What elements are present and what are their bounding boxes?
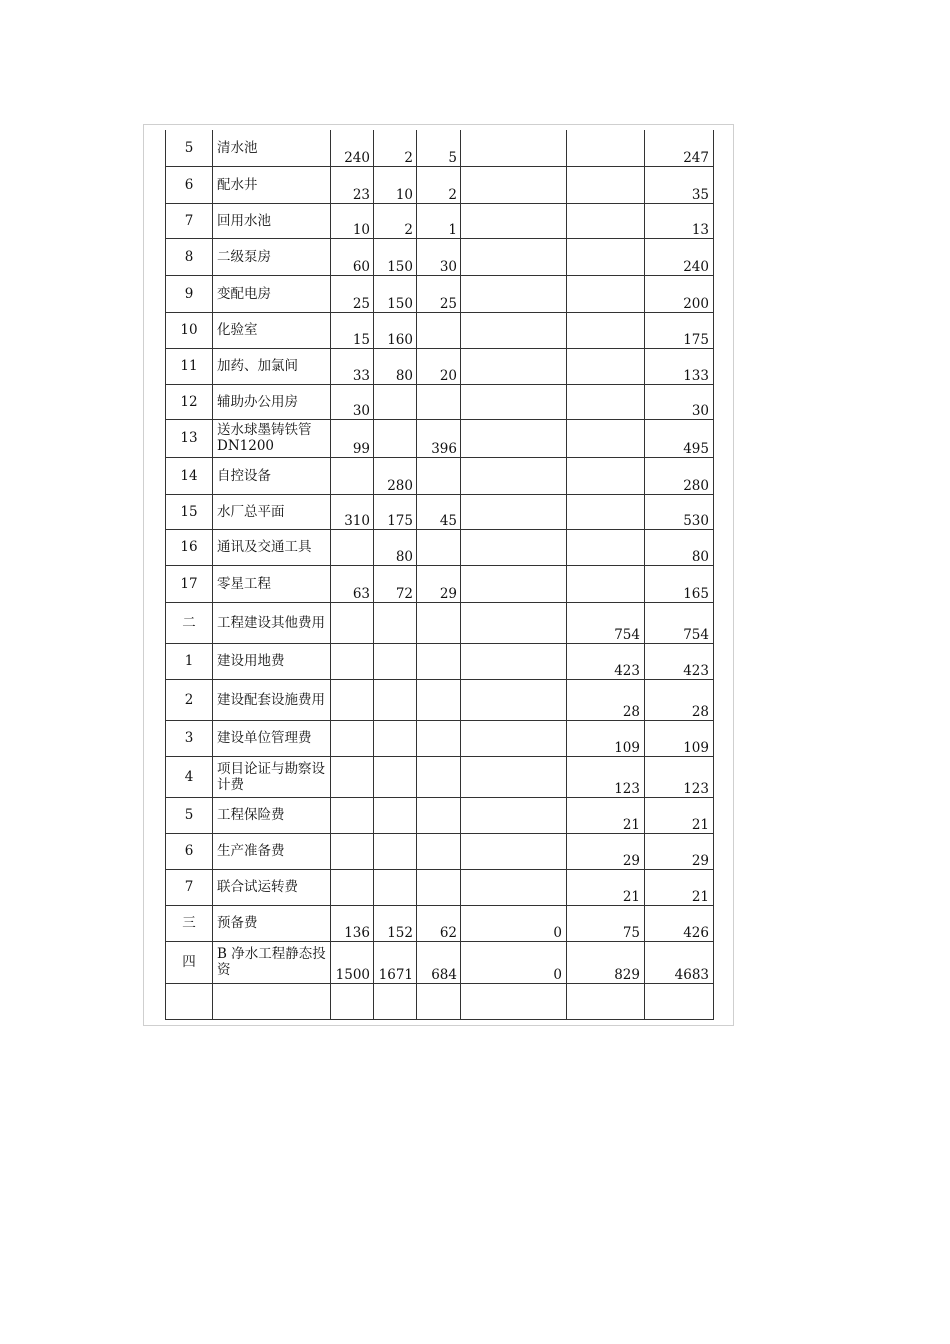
item-name: 零星工程 bbox=[213, 565, 331, 602]
row-index: 5 bbox=[166, 130, 213, 166]
row-index: 14 bbox=[166, 457, 213, 494]
cost-c6: 13 bbox=[645, 203, 714, 238]
cost-c2 bbox=[374, 756, 417, 797]
cost-c2 bbox=[374, 983, 417, 1019]
row-index: 9 bbox=[166, 275, 213, 312]
cost-c6: 28 bbox=[645, 679, 714, 720]
cost-c2: 1671 bbox=[374, 941, 417, 983]
cost-c4 bbox=[461, 869, 567, 905]
item-name: 回用水池 bbox=[213, 203, 331, 238]
row-index: 17 bbox=[166, 565, 213, 602]
investment-table bbox=[165, 130, 714, 1020]
table-row bbox=[166, 312, 714, 348]
cost-c5: 21 bbox=[567, 869, 645, 905]
cost-c6: 109 bbox=[645, 720, 714, 756]
cost-c1: 99 bbox=[331, 419, 374, 457]
cost-c3 bbox=[417, 602, 461, 643]
cost-c4 bbox=[461, 166, 567, 203]
cost-c2 bbox=[374, 419, 417, 457]
cost-c3 bbox=[417, 797, 461, 833]
cost-c1: 10 bbox=[331, 203, 374, 238]
table-row bbox=[166, 130, 714, 166]
cost-c5 bbox=[567, 166, 645, 203]
cost-c3: 25 bbox=[417, 275, 461, 312]
row-index: 四 bbox=[166, 941, 213, 983]
cost-c6: 754 bbox=[645, 602, 714, 643]
cost-c5 bbox=[567, 312, 645, 348]
cost-c3 bbox=[417, 833, 461, 869]
cost-c4 bbox=[461, 203, 567, 238]
cost-c6: 240 bbox=[645, 238, 714, 275]
cost-c5: 109 bbox=[567, 720, 645, 756]
table-row bbox=[166, 565, 714, 602]
cost-c2: 160 bbox=[374, 312, 417, 348]
table-row bbox=[166, 941, 714, 983]
cost-c3 bbox=[417, 643, 461, 679]
cost-c5 bbox=[567, 203, 645, 238]
item-name: B 净水工程静态投资 bbox=[213, 941, 331, 983]
cost-c4 bbox=[461, 720, 567, 756]
cost-c6: 423 bbox=[645, 643, 714, 679]
cost-c4 bbox=[461, 275, 567, 312]
row-index: 6 bbox=[166, 833, 213, 869]
table-body bbox=[166, 130, 714, 1019]
item-name: 联合试运转费 bbox=[213, 869, 331, 905]
table-row bbox=[166, 203, 714, 238]
cost-c5: 21 bbox=[567, 797, 645, 833]
cost-c2: 2 bbox=[374, 203, 417, 238]
cost-c3 bbox=[417, 983, 461, 1019]
cost-c6: 280 bbox=[645, 457, 714, 494]
table-row bbox=[166, 833, 714, 869]
cost-c2 bbox=[374, 869, 417, 905]
cost-c3: 30 bbox=[417, 238, 461, 275]
cost-c5: 829 bbox=[567, 941, 645, 983]
cost-c4: 0 bbox=[461, 905, 567, 941]
cost-c6: 133 bbox=[645, 348, 714, 384]
cost-c1: 33 bbox=[331, 348, 374, 384]
cost-c3: 45 bbox=[417, 494, 461, 529]
cost-c4 bbox=[461, 983, 567, 1019]
cost-c1 bbox=[331, 756, 374, 797]
cost-c2: 150 bbox=[374, 275, 417, 312]
cost-c5 bbox=[567, 494, 645, 529]
row-index: 7 bbox=[166, 869, 213, 905]
cost-c4 bbox=[461, 130, 567, 166]
cost-c2 bbox=[374, 797, 417, 833]
cost-c5 bbox=[567, 130, 645, 166]
cost-c2 bbox=[374, 720, 417, 756]
cost-c3: 396 bbox=[417, 419, 461, 457]
cost-c5 bbox=[567, 983, 645, 1019]
cost-c1 bbox=[331, 833, 374, 869]
row-index: 12 bbox=[166, 384, 213, 419]
cost-c4 bbox=[461, 565, 567, 602]
cost-c4 bbox=[461, 457, 567, 494]
cost-c2 bbox=[374, 643, 417, 679]
cost-c3: 1 bbox=[417, 203, 461, 238]
cost-c2: 80 bbox=[374, 529, 417, 565]
cost-c1: 310 bbox=[331, 494, 374, 529]
cost-c2: 72 bbox=[374, 565, 417, 602]
cost-c3 bbox=[417, 384, 461, 419]
cost-c6: 21 bbox=[645, 797, 714, 833]
table-row bbox=[166, 905, 714, 941]
cost-c2: 2 bbox=[374, 130, 417, 166]
row-index: 15 bbox=[166, 494, 213, 529]
item-name: 建设用地费 bbox=[213, 643, 331, 679]
cost-c4 bbox=[461, 643, 567, 679]
cost-c3 bbox=[417, 457, 461, 494]
cost-c6: 200 bbox=[645, 275, 714, 312]
row-index: 13 bbox=[166, 419, 213, 457]
item-name: 通讯及交通工具 bbox=[213, 529, 331, 565]
cost-c6: 4683 bbox=[645, 941, 714, 983]
cost-c6 bbox=[645, 983, 714, 1019]
cost-c6: 29 bbox=[645, 833, 714, 869]
cost-c1 bbox=[331, 720, 374, 756]
cost-c2 bbox=[374, 833, 417, 869]
item-name: 生产准备费 bbox=[213, 833, 331, 869]
cost-c2: 150 bbox=[374, 238, 417, 275]
cost-c1: 1500 bbox=[331, 941, 374, 983]
item-name: 变配电房 bbox=[213, 275, 331, 312]
cost-c3: 2 bbox=[417, 166, 461, 203]
item-name: 工程保险费 bbox=[213, 797, 331, 833]
item-name: 水厂总平面 bbox=[213, 494, 331, 529]
cost-c5: 423 bbox=[567, 643, 645, 679]
cost-c2: 280 bbox=[374, 457, 417, 494]
cost-c4 bbox=[461, 679, 567, 720]
cost-c5 bbox=[567, 348, 645, 384]
table-row bbox=[166, 166, 714, 203]
cost-c1: 63 bbox=[331, 565, 374, 602]
cost-c3: 20 bbox=[417, 348, 461, 384]
cost-c2 bbox=[374, 679, 417, 720]
row-index: 4 bbox=[166, 756, 213, 797]
cost-c1 bbox=[331, 797, 374, 833]
cost-c3 bbox=[417, 529, 461, 565]
cost-c4 bbox=[461, 312, 567, 348]
cost-c6: 495 bbox=[645, 419, 714, 457]
cost-c5 bbox=[567, 419, 645, 457]
cost-c3: 62 bbox=[417, 905, 461, 941]
row-index: 11 bbox=[166, 348, 213, 384]
cost-c3 bbox=[417, 312, 461, 348]
cost-c6: 165 bbox=[645, 565, 714, 602]
cost-c4 bbox=[461, 419, 567, 457]
cost-c1 bbox=[331, 983, 374, 1019]
item-name: 加药、加氯间 bbox=[213, 348, 331, 384]
item-name: 二级泵房 bbox=[213, 238, 331, 275]
cost-c5 bbox=[567, 275, 645, 312]
cost-c5: 754 bbox=[567, 602, 645, 643]
cost-c6: 80 bbox=[645, 529, 714, 565]
cost-c1 bbox=[331, 679, 374, 720]
cost-c1: 15 bbox=[331, 312, 374, 348]
cost-c2: 152 bbox=[374, 905, 417, 941]
cost-c1 bbox=[331, 457, 374, 494]
table-row bbox=[166, 238, 714, 275]
row-index bbox=[166, 983, 213, 1019]
cost-c5 bbox=[567, 384, 645, 419]
table-row bbox=[166, 457, 714, 494]
row-index: 10 bbox=[166, 312, 213, 348]
cost-c1: 30 bbox=[331, 384, 374, 419]
cost-c4 bbox=[461, 602, 567, 643]
table-row bbox=[166, 602, 714, 643]
table-row bbox=[166, 679, 714, 720]
cost-c3 bbox=[417, 869, 461, 905]
cost-c5: 123 bbox=[567, 756, 645, 797]
cost-c4 bbox=[461, 238, 567, 275]
row-index: 2 bbox=[166, 679, 213, 720]
cost-c1: 60 bbox=[331, 238, 374, 275]
item-name: 项目论证与勘察设计费 bbox=[213, 756, 331, 797]
item-name: 配水井 bbox=[213, 166, 331, 203]
cost-c1 bbox=[331, 869, 374, 905]
row-index: 7 bbox=[166, 203, 213, 238]
cost-c4 bbox=[461, 494, 567, 529]
cost-c6: 530 bbox=[645, 494, 714, 529]
cost-c3: 5 bbox=[417, 130, 461, 166]
cost-c1: 240 bbox=[331, 130, 374, 166]
cost-c1: 23 bbox=[331, 166, 374, 203]
cost-c3: 29 bbox=[417, 565, 461, 602]
cost-c5: 75 bbox=[567, 905, 645, 941]
cost-c1 bbox=[331, 529, 374, 565]
cost-c2 bbox=[374, 384, 417, 419]
cost-c6: 175 bbox=[645, 312, 714, 348]
table-row bbox=[166, 348, 714, 384]
cost-c4 bbox=[461, 529, 567, 565]
table-row bbox=[166, 384, 714, 419]
cost-c4 bbox=[461, 797, 567, 833]
item-name: 辅助办公用房 bbox=[213, 384, 331, 419]
cost-c1 bbox=[331, 602, 374, 643]
item-name: 清水池 bbox=[213, 130, 331, 166]
cost-c5 bbox=[567, 238, 645, 275]
cost-c4 bbox=[461, 348, 567, 384]
table-row bbox=[166, 494, 714, 529]
cost-c3 bbox=[417, 756, 461, 797]
item-name: 送水球墨铸铁管 DN1200 bbox=[213, 419, 331, 457]
row-index: 二 bbox=[166, 602, 213, 643]
item-name: 预备费 bbox=[213, 905, 331, 941]
cost-c6: 123 bbox=[645, 756, 714, 797]
item-name: 自控设备 bbox=[213, 457, 331, 494]
cost-c6: 426 bbox=[645, 905, 714, 941]
cost-c6: 247 bbox=[645, 130, 714, 166]
row-index: 1 bbox=[166, 643, 213, 679]
cost-c1 bbox=[331, 643, 374, 679]
table-row bbox=[166, 275, 714, 312]
row-index: 16 bbox=[166, 529, 213, 565]
cost-c1: 25 bbox=[331, 275, 374, 312]
cost-c3 bbox=[417, 679, 461, 720]
cost-c5 bbox=[567, 565, 645, 602]
cost-c1: 136 bbox=[331, 905, 374, 941]
cost-c5: 29 bbox=[567, 833, 645, 869]
table-row bbox=[166, 756, 714, 797]
table-row bbox=[166, 797, 714, 833]
cost-c2: 175 bbox=[374, 494, 417, 529]
cost-c6: 35 bbox=[645, 166, 714, 203]
row-index: 3 bbox=[166, 720, 213, 756]
cost-c4 bbox=[461, 384, 567, 419]
cost-c4 bbox=[461, 833, 567, 869]
table-row bbox=[166, 720, 714, 756]
cost-c3: 684 bbox=[417, 941, 461, 983]
item-name: 工程建设其他费用 bbox=[213, 602, 331, 643]
table-row bbox=[166, 643, 714, 679]
row-index: 6 bbox=[166, 166, 213, 203]
row-index: 5 bbox=[166, 797, 213, 833]
table-row bbox=[166, 419, 714, 457]
item-name: 化验室 bbox=[213, 312, 331, 348]
item-name: 建设单位管理费 bbox=[213, 720, 331, 756]
row-index: 三 bbox=[166, 905, 213, 941]
item-name: 建设配套设施费用 bbox=[213, 679, 331, 720]
row-index: 8 bbox=[166, 238, 213, 275]
cost-c4: 0 bbox=[461, 941, 567, 983]
cost-c2 bbox=[374, 602, 417, 643]
cost-c6: 30 bbox=[645, 384, 714, 419]
item-name bbox=[213, 983, 331, 1019]
cost-c2: 10 bbox=[374, 166, 417, 203]
cost-c5: 28 bbox=[567, 679, 645, 720]
cost-c4 bbox=[461, 756, 567, 797]
table-row bbox=[166, 529, 714, 565]
cost-c5 bbox=[567, 457, 645, 494]
cost-c2: 80 bbox=[374, 348, 417, 384]
table-row bbox=[166, 983, 714, 1019]
cost-c5 bbox=[567, 529, 645, 565]
table-row bbox=[166, 869, 714, 905]
cost-c6: 21 bbox=[645, 869, 714, 905]
cost-c3 bbox=[417, 720, 461, 756]
